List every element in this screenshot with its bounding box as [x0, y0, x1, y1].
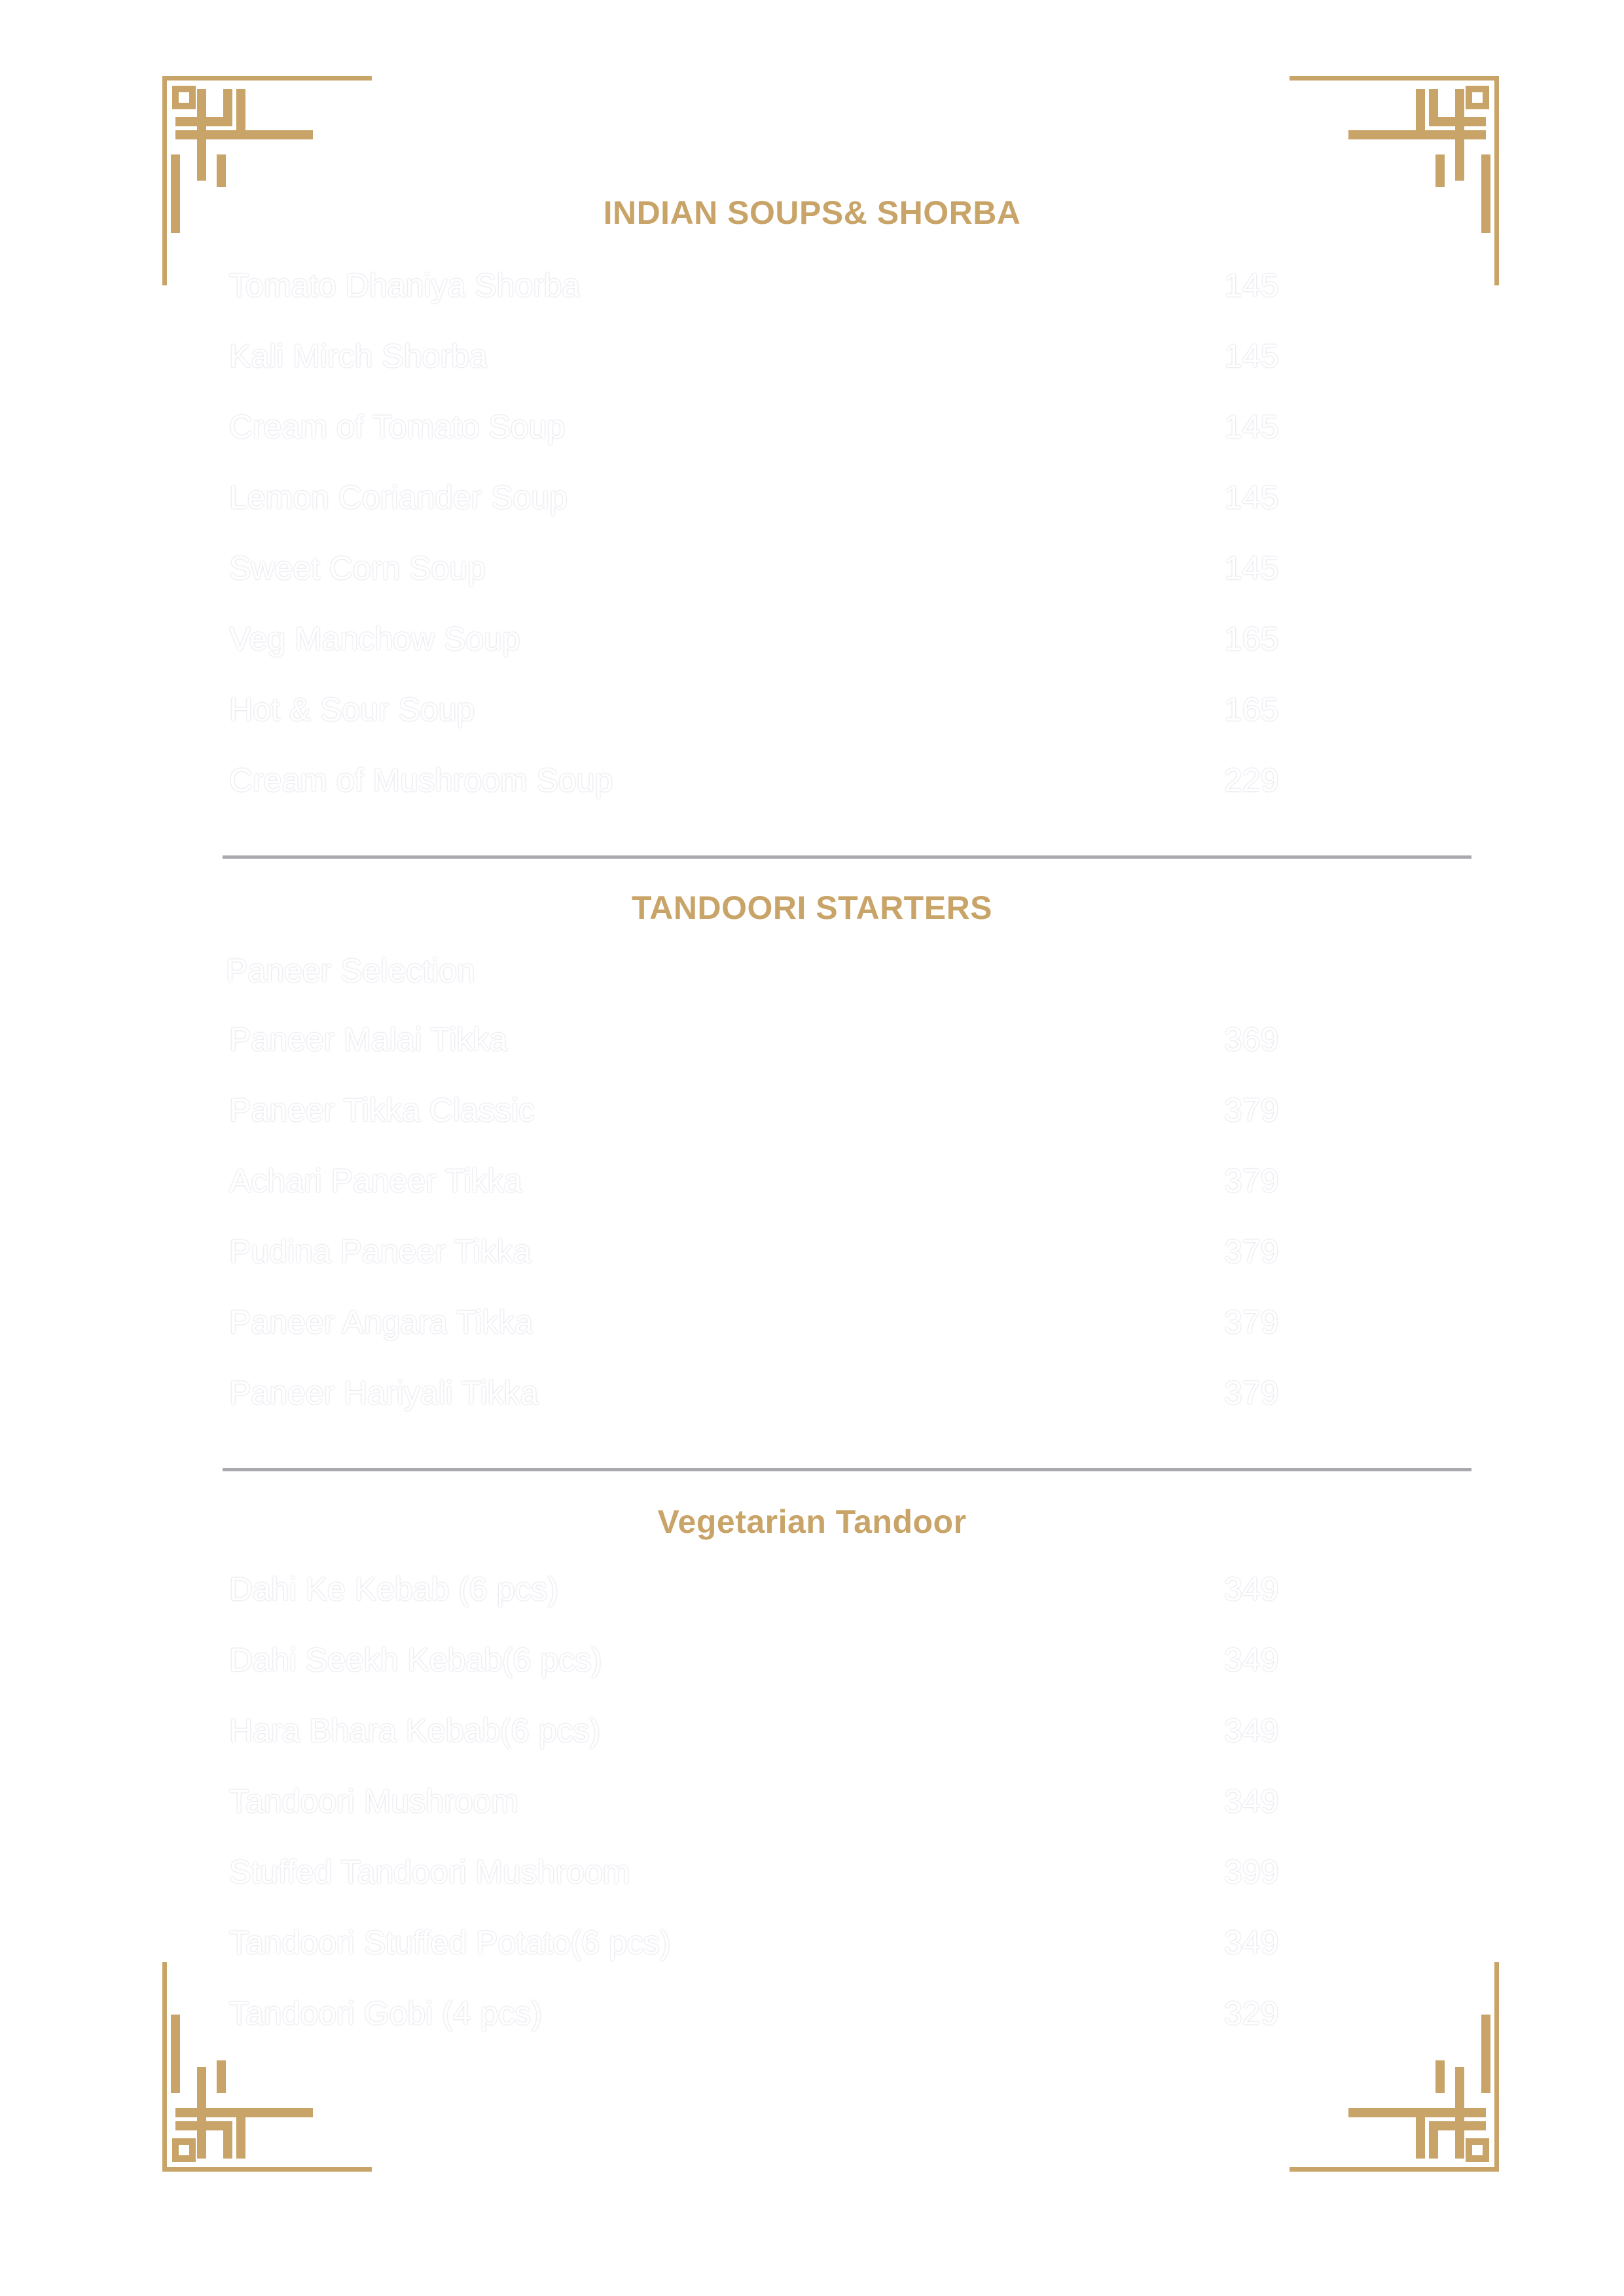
menu-item	[229, 547, 1290, 589]
section-divider	[223, 855, 1471, 859]
item-price: 145	[1224, 267, 1279, 304]
item-name: Tandoori Stuffed Potato(6 pcs)	[229, 1924, 671, 1961]
item-price: 379	[1224, 1233, 1279, 1270]
item-price: 145	[1224, 479, 1279, 516]
item-name: Dahi Ke Kebab (6 pcs)	[229, 1571, 559, 1607]
menu-item	[229, 1568, 1290, 1610]
item-price: 399	[1224, 1854, 1279, 1890]
item-name: Tandoori Gobi (4 pcs)	[229, 1995, 543, 2032]
item-name: Paneer Tikka Classic	[229, 1092, 535, 1128]
item-price: 349	[1224, 1712, 1279, 1749]
menu-item	[229, 759, 1290, 801]
item-price: 379	[1224, 1304, 1279, 1340]
item-name: Kali Mirch Shorba	[229, 338, 488, 374]
subheading-paneer-selection: Paneer Selection	[226, 952, 475, 989]
section-divider	[223, 1468, 1471, 1471]
menu-item	[229, 476, 1290, 518]
item-price: 349	[1224, 1783, 1279, 1820]
item-name: Hara Bhara Kebab(6 pcs)	[229, 1712, 600, 1749]
item-price: 379	[1224, 1162, 1279, 1199]
menu-item	[229, 1089, 1290, 1131]
item-name: Pudina Paneer Tikka	[229, 1233, 532, 1270]
item-name: Stuffed Tandoori Mushroom	[229, 1854, 630, 1890]
item-price: 369	[1224, 1021, 1279, 1058]
item-price: 329	[1224, 1995, 1279, 2032]
item-price: 379	[1224, 1374, 1279, 1411]
menu-item	[229, 264, 1290, 306]
item-price: 229	[1224, 762, 1279, 798]
item-price: 349	[1224, 1641, 1279, 1678]
item-price: 379	[1224, 1092, 1279, 1128]
menu-item	[229, 1780, 1290, 1822]
item-price: 145	[1224, 338, 1279, 374]
menu-item	[229, 1992, 1290, 2034]
item-name: Cream of Tomato Soup	[229, 408, 566, 445]
menu-item	[229, 1372, 1290, 1414]
item-price: 165	[1224, 620, 1279, 657]
section-title-vegetarian-tandoor: Vegetarian Tandoor	[657, 1503, 967, 1540]
section-title-tandoori-starters: TANDOORI STARTERS	[631, 889, 993, 926]
item-price: 145	[1224, 408, 1279, 445]
menu-item	[229, 689, 1290, 730]
section-title-soups: INDIAN SOUPS& SHORBA	[603, 194, 1021, 231]
menu-item	[229, 1851, 1290, 1893]
menu-item	[229, 335, 1290, 377]
item-name: Paneer Hariyali Tikka	[229, 1374, 539, 1411]
item-name: Paneer Malai Tikka	[229, 1021, 508, 1058]
corner-ornament-icon	[162, 76, 378, 292]
menu-item	[229, 1710, 1290, 1751]
item-name: Sweet Corn Soup	[229, 550, 486, 586]
menu-item	[229, 406, 1290, 448]
menu-item	[229, 1230, 1290, 1272]
item-name: Cream of Mushroom Soup	[229, 762, 613, 798]
item-price: 349	[1224, 1924, 1279, 1961]
item-name: Tandoori Mushroom	[229, 1783, 518, 1820]
corner-ornament-icon	[1283, 76, 1499, 292]
item-name: Hot & Sour Soup	[229, 691, 475, 728]
menu-item	[229, 1160, 1290, 1202]
item-price: 165	[1224, 691, 1279, 728]
item-name: Achari Paneer Tikka	[229, 1162, 522, 1199]
menu-item	[229, 1301, 1290, 1343]
menu-item	[229, 1639, 1290, 1681]
corner-ornament-icon	[162, 1956, 378, 2172]
item-price: 349	[1224, 1571, 1279, 1607]
item-name: Veg Manchow Soup	[229, 620, 520, 657]
item-price: 145	[1224, 550, 1279, 586]
item-name: Lemon Coriander Soup	[229, 479, 568, 516]
menu-item	[229, 1018, 1290, 1060]
item-name: Paneer Angara Tikka	[229, 1304, 533, 1340]
item-name: Tomato Dhaniya Shorba	[229, 267, 581, 304]
menu-item	[229, 618, 1290, 660]
item-name: Dahi Seekh Kebab(6 pcs)	[229, 1641, 602, 1678]
menu-item	[229, 1922, 1290, 1964]
corner-ornament-icon	[1283, 1956, 1499, 2172]
